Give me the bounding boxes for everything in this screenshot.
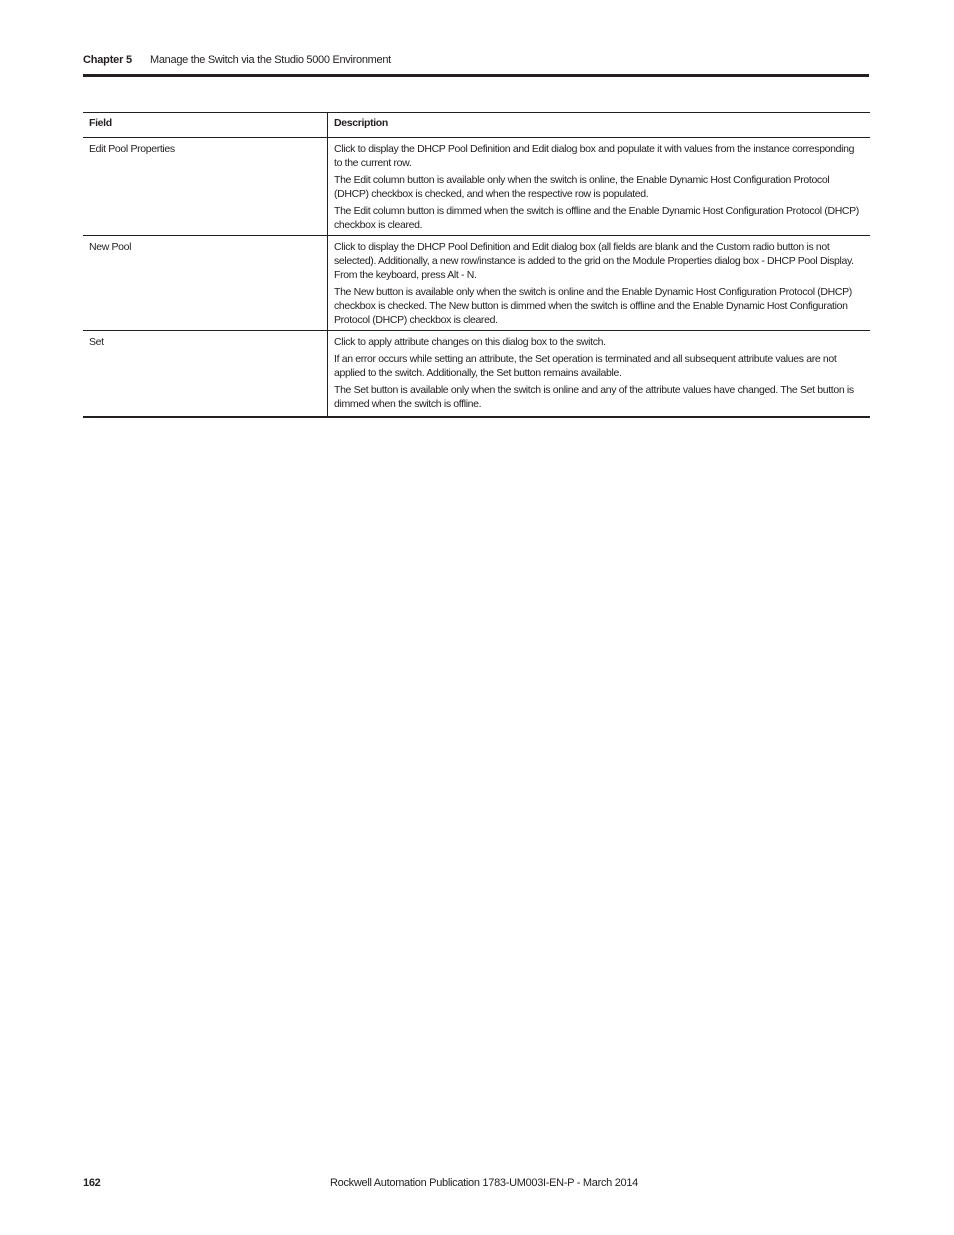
field-description-table xyxy=(83,112,870,418)
description-cell xyxy=(328,138,871,236)
field-cell: New Pool xyxy=(83,236,328,331)
chapter-title: Manage the Switch via the Studio 5000 Environment xyxy=(150,54,391,66)
field-cell: Set xyxy=(83,331,328,418)
table-row xyxy=(83,138,870,236)
description-cell xyxy=(328,331,871,418)
chapter-label: Chapter 5 xyxy=(83,54,132,66)
description-paragraph: The Set button is available only when the switch is online and any of the attribute values have changed. The Set button is dimmed when the switch is offline. xyxy=(334,384,854,410)
field-cell: Edit Pool Properties xyxy=(83,138,328,236)
table-header-row xyxy=(83,113,870,138)
description-paragraph: If an error occurs while setting an attribute, the Set operation is terminated and all subsequent attribute values are not applied to the switch. Additionally, the Set button remains available. xyxy=(334,353,837,379)
page-header xyxy=(83,53,869,77)
column-header-description: Description xyxy=(328,113,871,138)
description-paragraph: Click to display the DHCP Pool Definition and Edit dialog box (all fields are blank and the Custom radio button is not selected). Additionally, a new row/instance is added to the grid on the Module Properties dialog box - DHCP Pool Display. From the keyboard, press Alt - N. xyxy=(334,241,854,281)
description-cell xyxy=(328,236,871,331)
description-paragraph: The Edit column button is dimmed when the switch is offline and the Enable Dynamic Host Configuration Protocol (DHCP) checkbox is cleared. xyxy=(334,205,859,231)
description-paragraph: Click to display the DHCP Pool Definition and Edit dialog box and populate it with values from the instance corresponding to the current row. xyxy=(334,143,855,169)
description-paragraph: The Edit column button is available only when the switch is online, the Enable Dynamic Host Configuration Protocol (DHCP) checkbox is checked, and when the respective row is populated. xyxy=(334,174,830,200)
description-paragraph: Click to apply attribute changes on this dialog box to the switch. xyxy=(334,336,606,348)
description-paragraph: The New button is available only when the switch is online and the Enable Dynamic Host Configuration Protocol (DHCP) checkbox is checked. The New button is dimmed when the switch is offline and the Enable Dynamic Host Configuration Protocol (DHCP) checkbox is cleared. xyxy=(334,286,852,326)
page-number: 162 xyxy=(83,1177,101,1189)
publication-info: Rockwell Automation Publication 1783-UM003I-EN-P - March 2014 xyxy=(330,1177,638,1189)
column-header-field: Field xyxy=(83,113,328,138)
table-row xyxy=(83,331,870,418)
table-row xyxy=(83,236,870,331)
